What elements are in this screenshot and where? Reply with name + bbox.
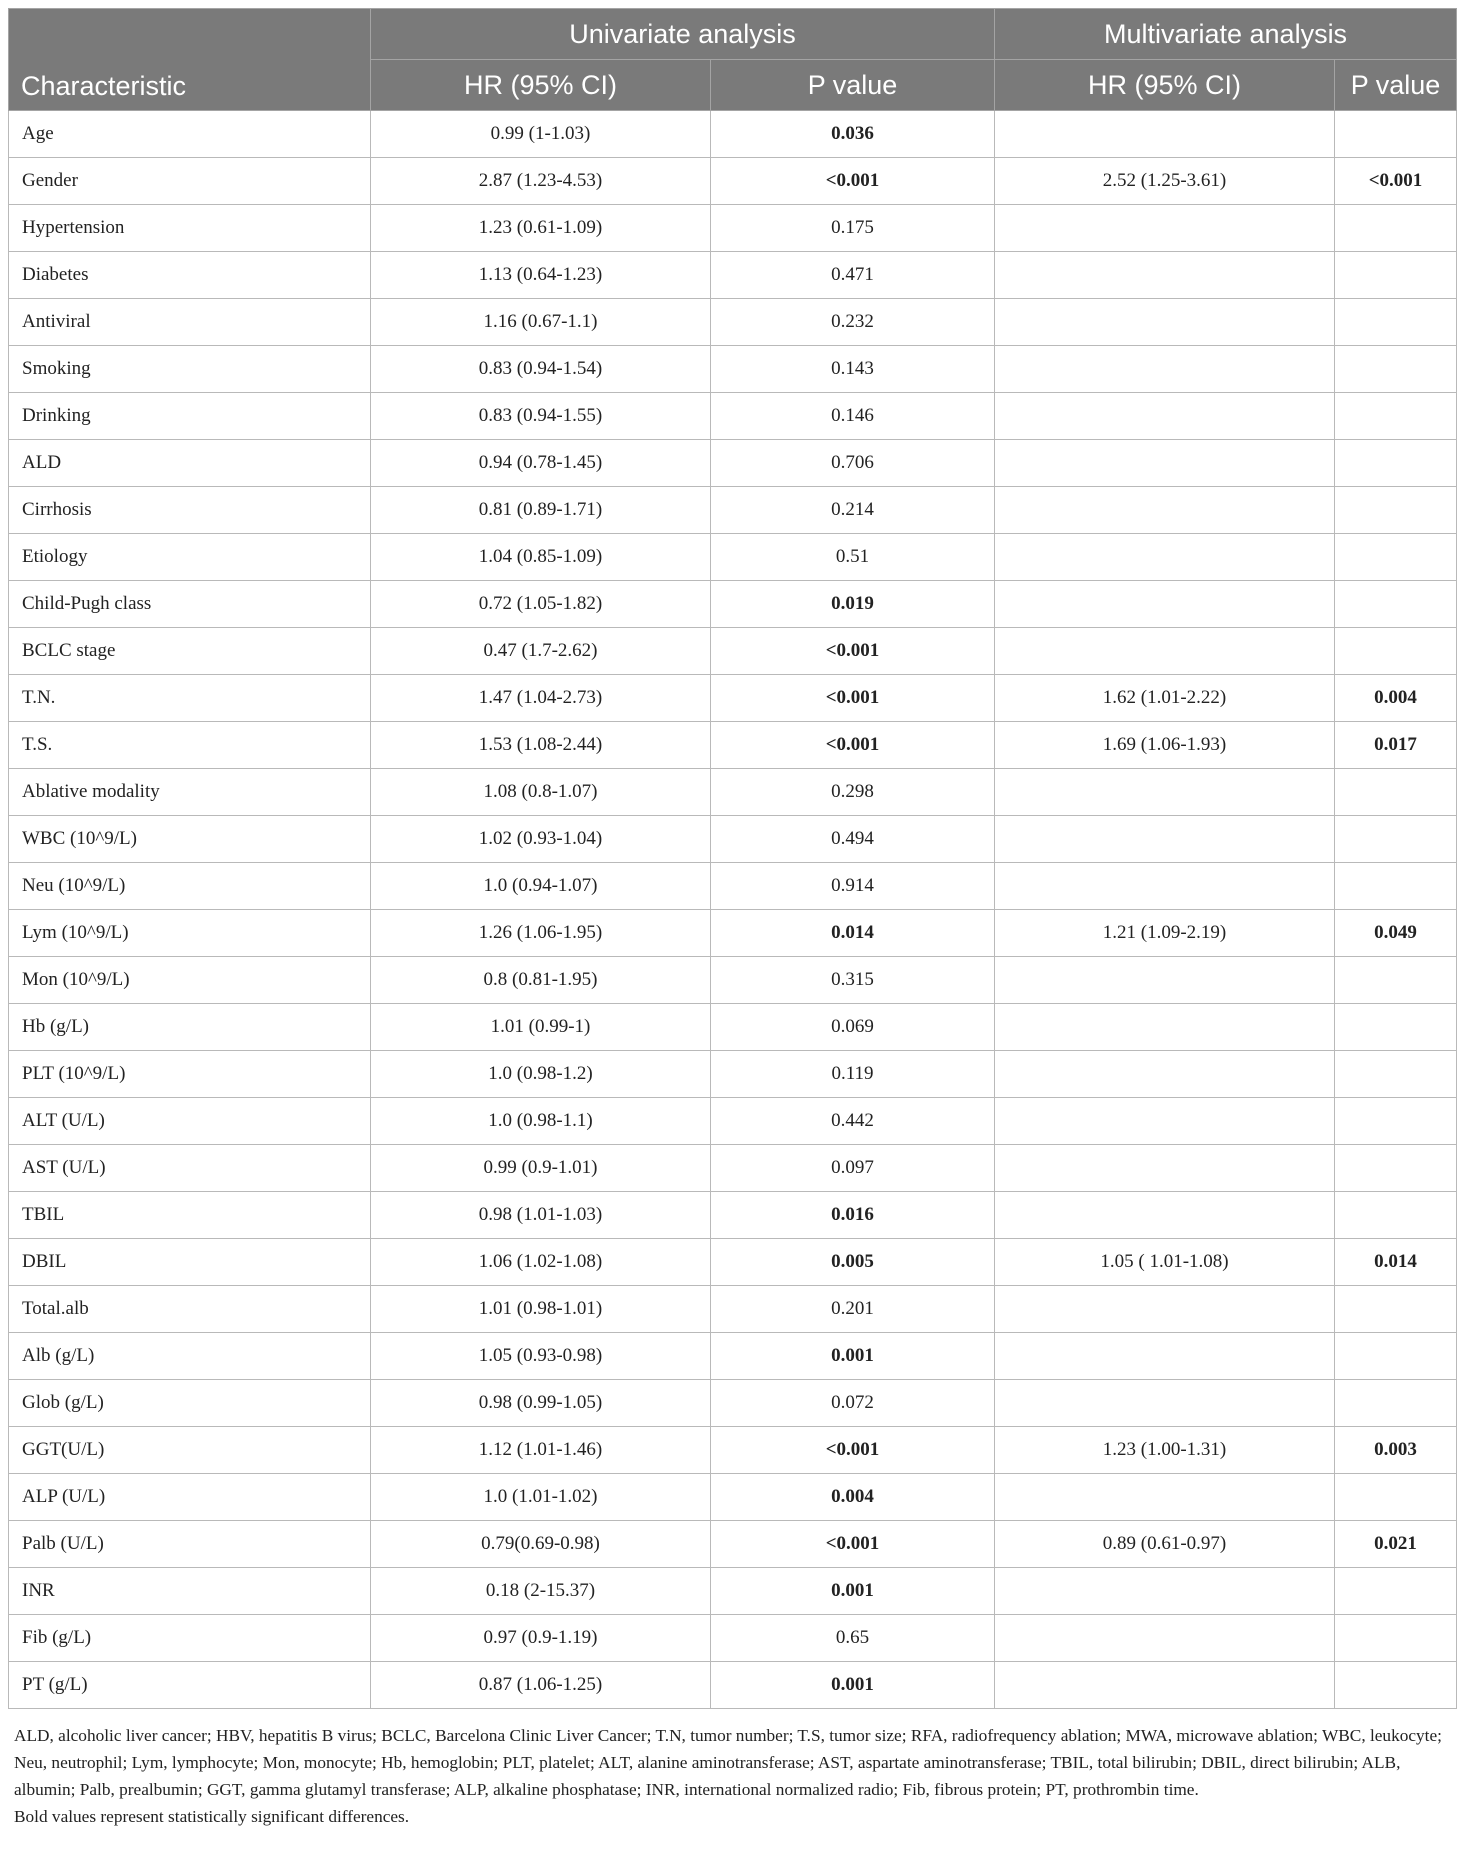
- cox-regression-table: [8, 8, 1457, 1709]
- cell-multivariate-p: [1335, 1380, 1457, 1427]
- cell-univariate-p: 0.143: [711, 346, 995, 393]
- cell-univariate-p: 0.019: [711, 581, 995, 628]
- cell-multivariate-p: [1335, 346, 1457, 393]
- table-row: [9, 957, 1457, 1004]
- cell-univariate-hr: 1.05 (0.93-0.98): [371, 1333, 711, 1380]
- cell-multivariate-p: [1335, 1004, 1457, 1051]
- cell-multivariate-hr: [995, 1333, 1335, 1380]
- table-row: [9, 111, 1457, 158]
- cell-univariate-hr: 1.12 (1.01-1.46): [371, 1427, 711, 1474]
- cell-univariate-p: 0.232: [711, 299, 995, 346]
- cell-univariate-hr: 0.79(0.69-0.98): [371, 1521, 711, 1568]
- cell-univariate-hr: 0.97 (0.9-1.19): [371, 1615, 711, 1662]
- table-row: [9, 1474, 1457, 1521]
- cell-univariate-hr: 1.13 (0.64-1.23): [371, 252, 711, 299]
- cell-univariate-p: <0.001: [711, 158, 995, 205]
- cell-characteristic: Child-Pugh class: [9, 581, 371, 628]
- cell-univariate-p: 0.072: [711, 1380, 995, 1427]
- cell-multivariate-p: [1335, 393, 1457, 440]
- cell-multivariate-hr: [995, 205, 1335, 252]
- cell-multivariate-hr: [995, 581, 1335, 628]
- table-row: [9, 1192, 1457, 1239]
- cell-multivariate-hr: [995, 1286, 1335, 1333]
- cell-characteristic: Lym (10^9/L): [9, 910, 371, 957]
- cell-univariate-p: 0.201: [711, 1286, 995, 1333]
- cell-multivariate-hr: 1.21 (1.09-2.19): [995, 910, 1335, 957]
- cell-characteristic: INR: [9, 1568, 371, 1615]
- cell-univariate-p: <0.001: [711, 1521, 995, 1568]
- cell-univariate-hr: 0.98 (0.99-1.05): [371, 1380, 711, 1427]
- cell-univariate-hr: 1.08 (0.8-1.07): [371, 769, 711, 816]
- cell-univariate-p: 0.65: [711, 1615, 995, 1662]
- cell-multivariate-hr: [995, 1004, 1335, 1051]
- cell-multivariate-hr: [995, 1145, 1335, 1192]
- cell-multivariate-hr: 1.05 ( 1.01-1.08): [995, 1239, 1335, 1286]
- cell-univariate-hr: 0.99 (0.9-1.01): [371, 1145, 711, 1192]
- cell-univariate-hr: 0.18 (2-15.37): [371, 1568, 711, 1615]
- cell-characteristic: Drinking: [9, 393, 371, 440]
- cell-multivariate-hr: [995, 816, 1335, 863]
- cell-univariate-p: 0.014: [711, 910, 995, 957]
- cell-univariate-p: 0.001: [711, 1568, 995, 1615]
- table-row: [9, 534, 1457, 581]
- cell-multivariate-p: [1335, 1098, 1457, 1145]
- table-row: [9, 1568, 1457, 1615]
- cell-multivariate-hr: [995, 1662, 1335, 1709]
- table-row: [9, 440, 1457, 487]
- header-multivariate-hr: HR (95% CI): [995, 60, 1335, 111]
- table-row: [9, 1427, 1457, 1474]
- table-row: [9, 393, 1457, 440]
- cell-characteristic: Hypertension: [9, 205, 371, 252]
- cell-characteristic: GGT(U/L): [9, 1427, 371, 1474]
- cell-multivariate-hr: [995, 440, 1335, 487]
- cell-multivariate-hr: 0.89 (0.61-0.97): [995, 1521, 1335, 1568]
- table-row: [9, 205, 1457, 252]
- cell-univariate-p: 0.494: [711, 816, 995, 863]
- cell-univariate-p: 0.442: [711, 1098, 995, 1145]
- cell-univariate-p: 0.914: [711, 863, 995, 910]
- cell-univariate-p: 0.214: [711, 487, 995, 534]
- cell-multivariate-hr: [995, 863, 1335, 910]
- cell-multivariate-hr: [995, 957, 1335, 1004]
- cell-multivariate-p: [1335, 957, 1457, 1004]
- cell-univariate-hr: 1.04 (0.85-1.09): [371, 534, 711, 581]
- table-row: [9, 1051, 1457, 1098]
- cell-multivariate-p: [1335, 1474, 1457, 1521]
- table-footnote: [8, 1722, 1456, 1830]
- cell-univariate-hr: 1.0 (0.98-1.2): [371, 1051, 711, 1098]
- footnote-abbreviations: ALD, alcoholic liver cancer; HBV, hepatitis B virus; BCLC, Barcelona Clinic Liver Cancer; T.N, tumor number; T.S, tumor size; RFA, radiofrequency ablation; MWA, microwave ablation; WBC, leukocyte; Neu, neutrophil; Lym, lymphocyte; Mon, monocyte; Hb, hemoglobin; PLT, platelet; ALT, alanine aminotransferase; AST, aspartate aminotransferase; TBIL, total bilirubin; DBIL, direct bilirubin; ALB, albumin; Palb, prealbumin; GGT, gamma glutamyl transferase; ALP, alkaline phosphatase; INR, international normalized radio; Fib, fibrous protein; PT, prothrombin time.: [14, 1726, 1442, 1799]
- cell-univariate-p: 0.001: [711, 1333, 995, 1380]
- cell-univariate-hr: 0.99 (1-1.03): [371, 111, 711, 158]
- table-row: [9, 1380, 1457, 1427]
- cell-univariate-p: <0.001: [711, 675, 995, 722]
- cell-characteristic: AST (U/L): [9, 1145, 371, 1192]
- table-header: [9, 9, 1457, 111]
- cell-multivariate-hr: [995, 1474, 1335, 1521]
- table-row: [9, 1004, 1457, 1051]
- table-row: [9, 581, 1457, 628]
- table-row: [9, 1333, 1457, 1380]
- cell-multivariate-hr: 1.69 (1.06-1.93): [995, 722, 1335, 769]
- cell-univariate-p: 0.175: [711, 205, 995, 252]
- table-row: [9, 1615, 1457, 1662]
- cell-multivariate-hr: [995, 628, 1335, 675]
- cell-multivariate-p: [1335, 534, 1457, 581]
- header-univariate-hr: HR (95% CI): [371, 60, 711, 111]
- cell-characteristic: Palb (U/L): [9, 1521, 371, 1568]
- cell-characteristic: Fib (g/L): [9, 1615, 371, 1662]
- cell-univariate-p: 0.706: [711, 440, 995, 487]
- table-row: [9, 252, 1457, 299]
- cell-multivariate-hr: 1.62 (1.01-2.22): [995, 675, 1335, 722]
- cell-univariate-hr: 1.0 (1.01-1.02): [371, 1474, 711, 1521]
- cell-univariate-hr: 1.0 (0.94-1.07): [371, 863, 711, 910]
- cell-characteristic: T.S.: [9, 722, 371, 769]
- cell-univariate-p: <0.001: [711, 1427, 995, 1474]
- cell-characteristic: BCLC stage: [9, 628, 371, 675]
- cell-multivariate-p: [1335, 1286, 1457, 1333]
- cell-characteristic: Cirrhosis: [9, 487, 371, 534]
- cell-univariate-hr: 1.16 (0.67-1.1): [371, 299, 711, 346]
- cell-univariate-p: 0.471: [711, 252, 995, 299]
- cell-univariate-p: 0.004: [711, 1474, 995, 1521]
- cell-multivariate-p: [1335, 252, 1457, 299]
- header-multivariate: Multivariate analysis: [995, 9, 1457, 60]
- cell-univariate-hr: 1.53 (1.08-2.44): [371, 722, 711, 769]
- header-univariate: Univariate analysis: [371, 9, 995, 60]
- cell-characteristic: Neu (10^9/L): [9, 863, 371, 910]
- table-row: [9, 1145, 1457, 1192]
- cell-multivariate-hr: [995, 111, 1335, 158]
- document: [8, 8, 1456, 1830]
- cell-multivariate-hr: [995, 252, 1335, 299]
- cell-characteristic: DBIL: [9, 1239, 371, 1286]
- table-row: [9, 769, 1457, 816]
- cell-characteristic: Ablative modality: [9, 769, 371, 816]
- cell-univariate-p: <0.001: [711, 628, 995, 675]
- cell-multivariate-p: <0.001: [1335, 158, 1457, 205]
- cell-univariate-hr: 0.47 (1.7-2.62): [371, 628, 711, 675]
- cell-univariate-hr: 1.01 (0.99-1): [371, 1004, 711, 1051]
- cell-multivariate-p: [1335, 1051, 1457, 1098]
- cell-multivariate-p: [1335, 440, 1457, 487]
- cell-univariate-p: 0.016: [711, 1192, 995, 1239]
- cell-univariate-hr: 2.87 (1.23-4.53): [371, 158, 711, 205]
- cell-univariate-hr: 0.83 (0.94-1.55): [371, 393, 711, 440]
- table-row: [9, 487, 1457, 534]
- cell-multivariate-p: [1335, 581, 1457, 628]
- cell-multivariate-hr: [995, 299, 1335, 346]
- cell-multivariate-p: [1335, 1333, 1457, 1380]
- cell-multivariate-p: [1335, 1145, 1457, 1192]
- cell-multivariate-hr: 2.52 (1.25-3.61): [995, 158, 1335, 205]
- cell-multivariate-p: [1335, 816, 1457, 863]
- cell-univariate-p: 0.315: [711, 957, 995, 1004]
- cell-characteristic: Hb (g/L): [9, 1004, 371, 1051]
- cell-characteristic: Gender: [9, 158, 371, 205]
- table-row: [9, 722, 1457, 769]
- table-row: [9, 346, 1457, 393]
- cell-characteristic: WBC (10^9/L): [9, 816, 371, 863]
- table-row: [9, 628, 1457, 675]
- cell-multivariate-hr: [995, 534, 1335, 581]
- cell-multivariate-p: [1335, 299, 1457, 346]
- cell-multivariate-p: [1335, 1662, 1457, 1709]
- table-row: [9, 1098, 1457, 1145]
- table-row: [9, 299, 1457, 346]
- cell-multivariate-p: [1335, 1568, 1457, 1615]
- cell-multivariate-p: 0.004: [1335, 675, 1457, 722]
- cell-univariate-p: 0.069: [711, 1004, 995, 1051]
- cell-multivariate-hr: [995, 393, 1335, 440]
- cell-multivariate-p: [1335, 1615, 1457, 1662]
- header-multivariate-p: P value: [1335, 60, 1457, 111]
- cell-univariate-hr: 0.98 (1.01-1.03): [371, 1192, 711, 1239]
- cell-univariate-p: 0.119: [711, 1051, 995, 1098]
- cell-multivariate-hr: [995, 1098, 1335, 1145]
- cell-multivariate-hr: [995, 346, 1335, 393]
- cell-univariate-hr: 1.02 (0.93-1.04): [371, 816, 711, 863]
- header-univariate-p: P value: [711, 60, 995, 111]
- cell-univariate-hr: 0.72 (1.05-1.82): [371, 581, 711, 628]
- cell-univariate-p: 0.005: [711, 1239, 995, 1286]
- cell-univariate-p: 0.001: [711, 1662, 995, 1709]
- cell-univariate-p: 0.097: [711, 1145, 995, 1192]
- cell-univariate-p: 0.51: [711, 534, 995, 581]
- cell-multivariate-hr: [995, 1568, 1335, 1615]
- cell-multivariate-p: [1335, 863, 1457, 910]
- table-row: [9, 816, 1457, 863]
- cell-characteristic: PLT (10^9/L): [9, 1051, 371, 1098]
- cell-characteristic: ALP (U/L): [9, 1474, 371, 1521]
- cell-univariate-hr: 1.47 (1.04-2.73): [371, 675, 711, 722]
- header-row-groups: [9, 9, 1457, 60]
- footnote-bold-note: Bold values represent statistically significant differences.: [14, 1807, 410, 1826]
- cell-multivariate-p: 0.003: [1335, 1427, 1457, 1474]
- cell-multivariate-p: [1335, 205, 1457, 252]
- cell-univariate-p: 0.298: [711, 769, 995, 816]
- cell-characteristic: T.N.: [9, 675, 371, 722]
- cell-multivariate-hr: [995, 1615, 1335, 1662]
- cell-multivariate-hr: [995, 1192, 1335, 1239]
- cell-characteristic: PT (g/L): [9, 1662, 371, 1709]
- cell-multivariate-p: [1335, 769, 1457, 816]
- cell-multivariate-p: 0.017: [1335, 722, 1457, 769]
- cell-characteristic: Antiviral: [9, 299, 371, 346]
- cell-multivariate-hr: [995, 769, 1335, 816]
- cell-characteristic: Glob (g/L): [9, 1380, 371, 1427]
- table-row: [9, 1239, 1457, 1286]
- cell-characteristic: Etiology: [9, 534, 371, 581]
- cell-multivariate-p: [1335, 487, 1457, 534]
- cell-multivariate-p: 0.049: [1335, 910, 1457, 957]
- table-row: [9, 1521, 1457, 1568]
- cell-multivariate-hr: [995, 1380, 1335, 1427]
- header-characteristic: Characteristic: [9, 9, 371, 111]
- cell-univariate-p: 0.036: [711, 111, 995, 158]
- cell-univariate-p: 0.146: [711, 393, 995, 440]
- cell-characteristic: Total.alb: [9, 1286, 371, 1333]
- cell-univariate-p: <0.001: [711, 722, 995, 769]
- table-row: [9, 158, 1457, 205]
- cell-univariate-hr: 1.0 (0.98-1.1): [371, 1098, 711, 1145]
- cell-characteristic: ALT (U/L): [9, 1098, 371, 1145]
- cell-multivariate-p: [1335, 111, 1457, 158]
- cell-univariate-hr: 0.83 (0.94-1.54): [371, 346, 711, 393]
- cell-characteristic: ALD: [9, 440, 371, 487]
- cell-multivariate-p: 0.014: [1335, 1239, 1457, 1286]
- table-row: [9, 863, 1457, 910]
- table-row: [9, 1286, 1457, 1333]
- cell-univariate-hr: 1.01 (0.98-1.01): [371, 1286, 711, 1333]
- cell-characteristic: Mon (10^9/L): [9, 957, 371, 1004]
- cell-characteristic: TBIL: [9, 1192, 371, 1239]
- cell-multivariate-hr: [995, 487, 1335, 534]
- table-row: [9, 675, 1457, 722]
- table-row: [9, 1662, 1457, 1709]
- cell-multivariate-p: 0.021: [1335, 1521, 1457, 1568]
- cell-characteristic: Diabetes: [9, 252, 371, 299]
- cell-characteristic: Alb (g/L): [9, 1333, 371, 1380]
- cell-univariate-hr: 0.8 (0.81-1.95): [371, 957, 711, 1004]
- cell-univariate-hr: 0.94 (0.78-1.45): [371, 440, 711, 487]
- cell-multivariate-p: [1335, 1192, 1457, 1239]
- cell-univariate-hr: 1.26 (1.06-1.95): [371, 910, 711, 957]
- cell-multivariate-hr: 1.23 (1.00-1.31): [995, 1427, 1335, 1474]
- table-row: [9, 910, 1457, 957]
- cell-multivariate-p: [1335, 628, 1457, 675]
- cell-univariate-hr: 0.87 (1.06-1.25): [371, 1662, 711, 1709]
- cell-univariate-hr: 1.23 (0.61-1.09): [371, 205, 711, 252]
- cell-multivariate-hr: [995, 1051, 1335, 1098]
- cell-univariate-hr: 1.06 (1.02-1.08): [371, 1239, 711, 1286]
- cell-characteristic: Smoking: [9, 346, 371, 393]
- table-body: [9, 111, 1457, 1709]
- cell-univariate-hr: 0.81 (0.89-1.71): [371, 487, 711, 534]
- cell-characteristic: Age: [9, 111, 371, 158]
